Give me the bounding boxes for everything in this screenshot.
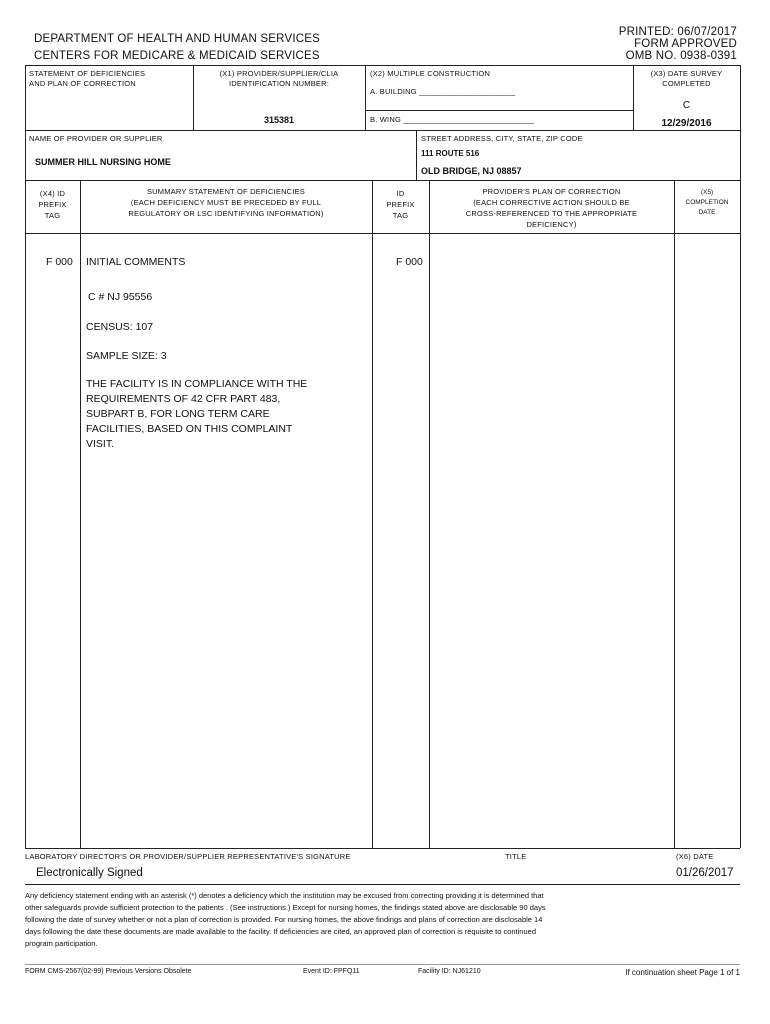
provider-id-number: 315381 (263, 115, 295, 125)
page-number: If continuation sheet Page 1 of 1 (625, 968, 740, 977)
rule-x4-right (80, 180, 81, 848)
rule-signature-bottom (25, 884, 740, 885)
signature-value: Electronically Signed (36, 867, 143, 879)
rule-id-right (429, 180, 430, 848)
rule-address-left (416, 130, 417, 180)
printed-date: PRINTED: 06/07/2017 (618, 26, 737, 38)
entry-heading: INITIAL COMMENTS (86, 256, 186, 268)
rule-provider-bottom (25, 180, 740, 181)
x4-id-header: (X4) ID PREFIX TAG (38, 189, 67, 220)
survey-date: 12/29/2016 (661, 118, 712, 129)
sample-size: SAMPLE SIZE: 3 (86, 350, 167, 362)
x5-header: (X5) COMPLETION DATE (685, 189, 729, 216)
rule-colhead-bottom (25, 233, 740, 234)
form-approved: FORM APPROVED (634, 38, 737, 50)
omb-number: OMB NO. 0938-0391 (625, 50, 737, 62)
census: CENSUS: 107 (86, 321, 154, 333)
title-label: TITLE (505, 852, 527, 861)
rule-plan-right (674, 180, 675, 848)
tag-left: F 000 (46, 256, 73, 268)
x3-label: (X3) DATE SURVEY COMPLETED (650, 69, 723, 88)
rule-footer (25, 964, 740, 965)
signature-date: 01/26/2017 (676, 867, 734, 879)
id-prefix-header: ID PREFIX TAG (386, 189, 415, 220)
rule-right (740, 65, 741, 848)
facility-id: Facility ID: NJ61210 (418, 968, 481, 975)
street-address: 111 ROUTE 516 (421, 149, 480, 158)
tag-right: F 000 (396, 256, 423, 268)
city-state-zip: OLD BRIDGE, NJ 08857 (421, 166, 522, 176)
date-label: (X6) DATE (676, 852, 714, 861)
building-label: A. BUILDING ______________________ (370, 87, 516, 96)
compliance-text: THE FACILITY IS IN COMPLIANCE WITH THE REQUIREMENTS OF 42 CFR PART 483, SUBPART B, FOR LONG TERM CARE FACILITIES, BASED ON THIS COMPLAINT VISIT. (86, 378, 308, 450)
rule-box1-bottom (25, 130, 740, 131)
rule-left (25, 65, 26, 848)
summary-header: SUMMARY STATEMENT OF DEFICIENCIES (EACH DEFICIENCY MUST BE PRECEDED BY FULL REGULATORY OR LSC IDENTIFYING INFORMATION) (128, 187, 324, 218)
survey-code: C (682, 100, 691, 111)
form-number: FORM CMS-2567(02-99) Previous Versions Obsolete (25, 968, 192, 975)
centers-name: CENTERS FOR MEDICARE & MEDICAID SERVICES (34, 50, 320, 62)
rule-building-wing (365, 110, 633, 111)
plan-header: PROVIDER'S PLAN OF CORRECTION (EACH CORRECTIVE ACTION SHOULD BE CROSS-REFERENCED TO THE APPROPRIATE DEFICIENCY) (465, 187, 638, 229)
provider-name: SUMMER HILL NURSING HOME (35, 157, 171, 167)
rule-x2-left (365, 65, 366, 130)
rule-summary-right (372, 180, 373, 848)
statement-label: STATEMENT OF DEFICIENCIES AND PLAN OF CORRECTION (29, 69, 146, 88)
signature-label: LABORATORY DIRECTOR'S OR PROVIDER/SUPPLIER REPRESENTATIVE'S SIGNATURE (25, 852, 351, 861)
x2-label: (X2) MULTIPLE CONSTRUCTION (370, 69, 491, 78)
provider-name-label: NAME OF PROVIDER OR SUPPLIER (29, 134, 163, 143)
rule-table-bottom (25, 848, 740, 849)
disclaimer: Any deficiency statement ending with an asterisk (*) denotes a deficiency which the institution may be excused from correcting providing it is determined that other safeguards provide sufficient protection to the patients . (See instructions.) Except for nursing homes, the findings stated above are disclosable 90 days following the date of survey whether or not a plan of correction is provided. For nursing homes, the above findings and plans of correction are disclosable 14 days following the date these documents are made available to the facility. If deficiencies are cited, an approved plan of correction is requisite to continued program participation. (25, 891, 546, 948)
wing-label: B. WING ______________________________ (370, 115, 535, 124)
case-number: C # NJ 95556 (88, 291, 153, 303)
x1-label: (X1) PROVIDER/SUPPLIER/CLIA IDENTIFICATION NUMBER: (219, 69, 339, 88)
event-id: Event ID: FPFQ11 (303, 968, 360, 975)
department-name: DEPARTMENT OF HEALTH AND HUMAN SERVICES (34, 33, 320, 45)
address-label: STREET ADDRESS, CITY, STATE, ZIP CODE (421, 134, 583, 143)
